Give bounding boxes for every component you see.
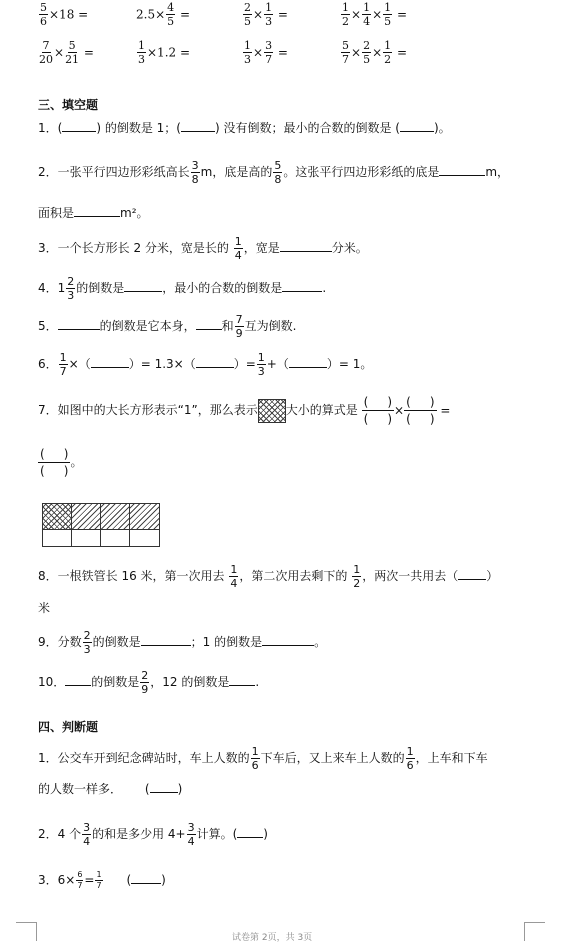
blank[interactable] xyxy=(62,131,96,132)
question-3-4: 4．1 $\frac{2}{3}$ 的倒数是 ，最小的合数的倒数是 . xyxy=(38,275,327,302)
corner-mark xyxy=(16,922,37,941)
blank[interactable] xyxy=(181,131,215,132)
fraction: $\frac{1}{2}$ xyxy=(384,39,392,66)
figure-cell xyxy=(101,504,130,530)
blank[interactable] xyxy=(141,645,191,646)
question-3-3: 3．一个长方形长 2 分米，宽是长的 $\frac{1}{4}$ ，宽是 分米。 xyxy=(38,235,368,262)
blank[interactable] xyxy=(400,131,434,132)
blank[interactable] xyxy=(282,291,322,292)
figure-cell xyxy=(101,530,130,546)
question-3-8-line2: 米 xyxy=(38,601,51,615)
blank[interactable] xyxy=(280,251,332,252)
calc-expression xyxy=(38,40,94,65)
operator-text: = xyxy=(393,45,407,60)
fraction: $\frac{2}{5}$ xyxy=(244,1,251,28)
answer-blank[interactable] xyxy=(131,883,161,884)
fraction: $\frac{7}{20}$ xyxy=(39,39,53,66)
fraction: $\frac{5}{6}$ xyxy=(40,1,47,28)
question-3-7-answer: $\frac{( )}{( )}$ 。 xyxy=(40,447,83,478)
blank[interactable] xyxy=(74,216,120,217)
question-3-7: 7．如图中的大长方形表示“1”，那么表示 大小的算式是 $\frac{( )}{( )}$ × $\frac{( )}{( )}$ = xyxy=(38,395,451,426)
blank[interactable] xyxy=(439,175,485,176)
section-3-title: 三、填空题 xyxy=(38,98,99,112)
operator-text: × xyxy=(351,45,362,60)
question-3-2-line2: 面积是 m²。 xyxy=(38,206,149,220)
judgement-4-3: 3．6× $\frac{6}{7}$ = $\frac{1}{7}$ ( ) xyxy=(38,870,166,890)
calc-expression xyxy=(242,40,288,65)
operator-text: = xyxy=(274,45,288,60)
judgement-4-1: 1．公交车开到纪念碑站时，车上人数的 $\frac{1}{6}$ 下车后，又上来车上人数的 $\frac{1}{6}$ ，上车和下车 xyxy=(38,745,488,772)
rectangle-figure xyxy=(42,503,160,547)
blank[interactable] xyxy=(124,291,162,292)
fraction: $\frac{1}{3}$ xyxy=(265,1,273,28)
fraction: $\frac{5}{7}$ xyxy=(342,39,349,66)
answer-blank[interactable] xyxy=(150,792,178,793)
blank[interactable] xyxy=(289,367,327,368)
calc-expression xyxy=(136,2,190,27)
blank[interactable] xyxy=(65,685,91,686)
calc-expression xyxy=(38,2,88,27)
calc-expression xyxy=(340,2,407,27)
fraction: $\frac{1}{2}$ xyxy=(342,1,349,28)
operator-text: ×1.2 = xyxy=(147,45,191,60)
blank[interactable] xyxy=(196,329,222,330)
fraction: $\frac{5}{21}$ xyxy=(65,39,80,66)
fraction: $\frac{3}{7}$ xyxy=(265,39,273,66)
calc-expression xyxy=(340,40,407,65)
fraction: $\frac{2}{5}$ xyxy=(363,39,371,66)
figure-cell xyxy=(130,530,159,546)
operator-text: × xyxy=(372,7,383,22)
question-3-9: 9．分数 $\frac{2}{3}$ 的倒数是 ；1 的倒数是 。 xyxy=(38,629,327,656)
question-3-10: 10． 的倒数是 $\frac{2}{9}$ ，12 的倒数是 . xyxy=(38,669,260,696)
question-3-6: 6． $\frac{1}{7}$ ×（ ）= 1.3×（ ）= $\frac{1}{3}$ +（ ）= 1。 xyxy=(38,351,373,378)
fraction: $\frac{1}{3}$ xyxy=(138,39,145,66)
operator-text: = xyxy=(176,7,191,22)
judgement-4-1-line2: 的人数一样多． ( ) xyxy=(38,782,183,796)
answer-fraction[interactable]: $\frac{( )}{( )}$ xyxy=(363,395,393,426)
operator-text: = xyxy=(274,7,288,22)
blank[interactable] xyxy=(229,685,255,686)
figure-cell xyxy=(43,530,72,546)
fraction: $\frac{1}{5}$ xyxy=(384,1,392,28)
corner-mark xyxy=(524,922,545,941)
calc-expression xyxy=(242,2,288,27)
blank[interactable] xyxy=(458,579,486,580)
fraction: $\frac{1}{4}$ xyxy=(363,1,371,28)
blank[interactable] xyxy=(262,645,314,646)
question-3-8: 8．一根铁管长 16 米，第一次用去 $\frac{1}{4}$ ，第二次用去剩下的 $\frac{1}{2}$ ，两次一共用去（ ） xyxy=(38,563,499,590)
operator-text: × xyxy=(54,45,65,60)
answer-fraction[interactable]: $\frac{( )}{( )}$ xyxy=(40,447,69,478)
operator-text: × xyxy=(372,45,383,60)
operator-text: 2.5× xyxy=(136,7,166,22)
operator-text: × xyxy=(253,7,264,22)
operator-text: = xyxy=(393,7,407,22)
operator-text: × xyxy=(253,45,264,60)
operator-text: ×18 = xyxy=(49,7,89,22)
operator-text: × xyxy=(351,7,362,22)
page-footer: 试卷第 2页，共 3页 xyxy=(232,933,313,943)
judgement-4-2: 2．4 个 $\frac{3}{4}$ 的和是多少用 4+ $\frac{3}{4}$ 计算。( ) xyxy=(38,821,268,848)
fraction: $\frac{4}{5}$ xyxy=(167,1,175,28)
figure-cell xyxy=(72,504,101,530)
calc-expression xyxy=(136,40,190,65)
section-4-title: 四、判断题 xyxy=(38,720,99,734)
question-3-5: 5． 的倒数是它本身， 和 $\frac{7}{9}$ 互为倒数. xyxy=(38,313,297,340)
operator-text: = xyxy=(80,45,94,60)
figure-cell xyxy=(130,504,159,530)
hatched-swatch-icon xyxy=(258,399,286,423)
question-3-2: 2．一张平行四边形彩纸高长 $\frac{3}{8}$ m，底是高的 $\frac{5}{8}$ 。这张平行四边形彩纸的底是 m， xyxy=(38,159,510,186)
fraction: $\frac{1}{3}$ xyxy=(244,39,251,66)
blank[interactable] xyxy=(91,367,129,368)
answer-blank[interactable] xyxy=(237,837,263,838)
answer-fraction[interactable]: $\frac{( )}{( )}$ xyxy=(406,395,435,426)
question-3-1: 1．( ) 的倒数是 1；( ) 没有倒数；最小的合数的倒数是 ( )。 xyxy=(38,121,451,135)
blank[interactable] xyxy=(58,329,100,330)
blank[interactable] xyxy=(196,367,234,368)
figure-cell xyxy=(43,504,72,530)
figure-cell xyxy=(72,530,101,546)
